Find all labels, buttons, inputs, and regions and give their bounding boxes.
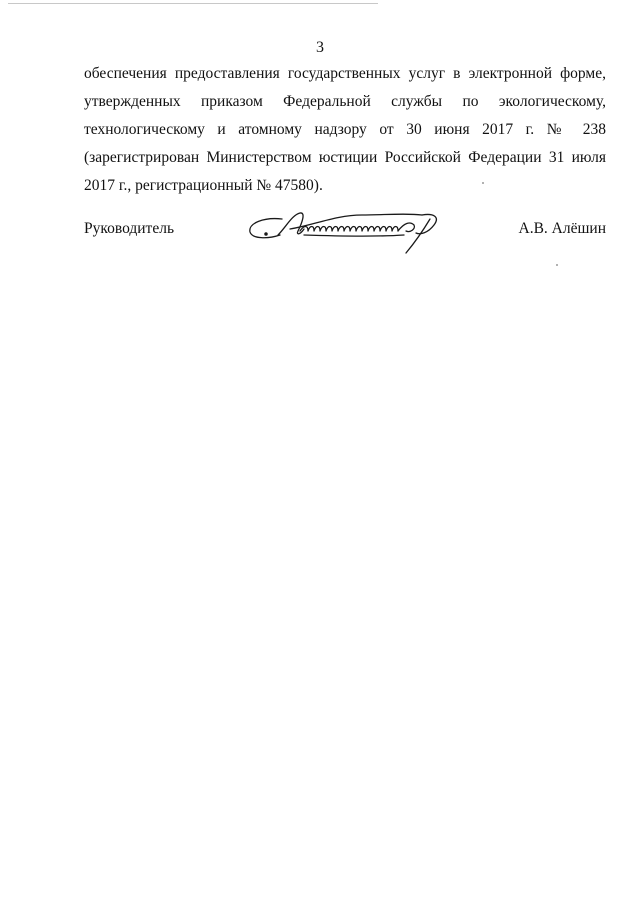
position-title: Руководитель [84,220,175,237]
body-line: утвержденных приказом Федеральной службы по экологическому, [84,93,606,110]
body-line: (зарегистрирован Министерством юстиции Российской Федерации 31 июля [84,149,606,166]
handwritten-signature-icon [244,205,454,257]
signature-block [84,205,606,265]
body-line: 2017 г., регистрационный № 47580). [84,177,323,194]
body-line: технологическому и атомному надзору от 30 июня 2017 г. № 238 [84,121,606,138]
scan-speck [556,264,558,266]
signer-name: А.В. Алёшин [518,220,606,237]
body-paragraph [84,60,606,200]
body-line: обеспечения предоставления государственных услуг в электронной форме, [84,65,606,82]
scan-speck [482,182,484,184]
scan-edge-line [8,3,378,4]
page-number: 3 [316,39,324,56]
